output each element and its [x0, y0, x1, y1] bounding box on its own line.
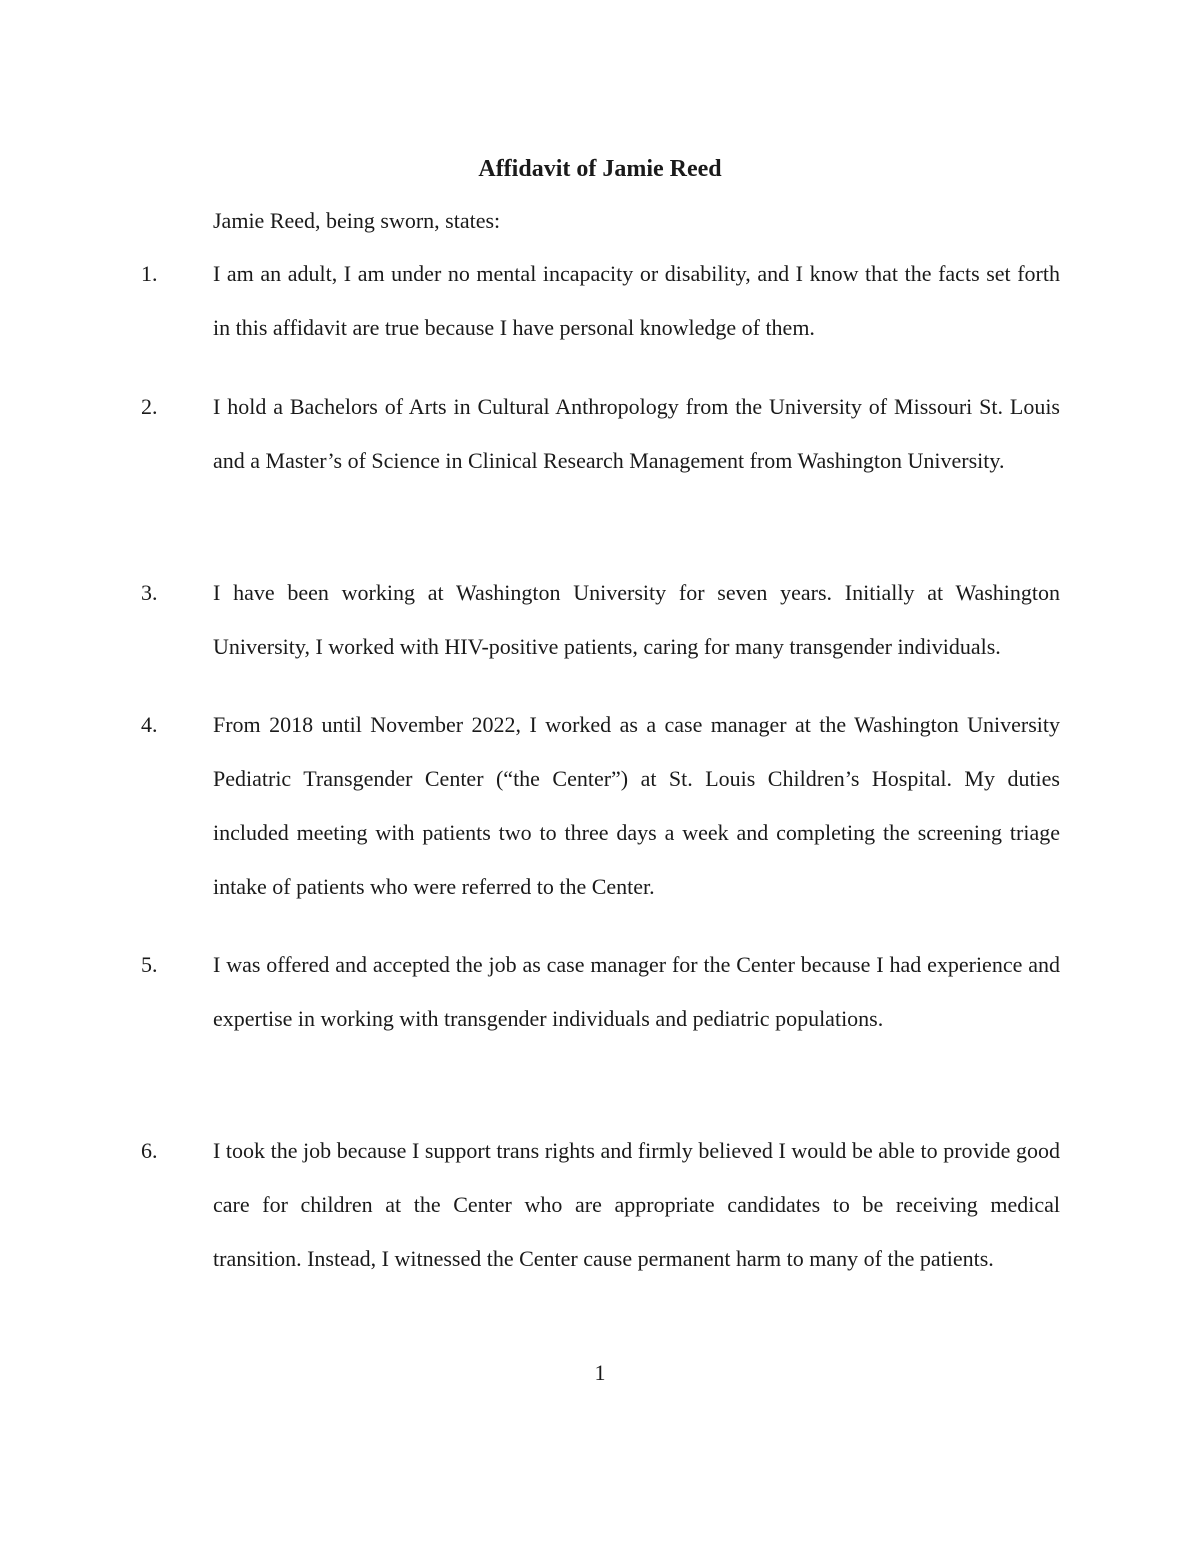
paragraph-number: 2.	[141, 394, 158, 419]
paragraph-number: 4.	[141, 712, 158, 737]
paragraph-text: From 2018 until November 2022, I worked as a case manager at the Washington University Pediatric Transgender Center (“the Center”) at St. Louis Children’s Hospital. My duties included meeting with patients two to three days a week and completing the screening triage intake of patients who were referred to the Center.	[213, 712, 1060, 899]
paragraph-text: I am an adult, I am under no mental incapacity or disability, and I know that the facts set forth in this affidavit are true because I have personal knowledge of them.	[213, 261, 1060, 340]
document-title: Affidavit of Jamie Reed	[478, 156, 722, 182]
paragraph-text: I took the job because I support trans rights and firmly believed I would be able to provide good care for children at the Center who are appropriate candidates to be receiving medical transition. Instead, I witnessed the Center cause permanent harm to many of the patients.	[213, 1138, 1060, 1271]
paragraph-number: 3.	[141, 580, 158, 605]
paragraph-number: 6.	[141, 1138, 158, 1163]
paragraph-number: 5.	[141, 952, 158, 977]
paragraph-text: I have been working at Washington University for seven years. Initially at Washington University, I worked with HIV-positive patients, caring for many transgender individuals.	[213, 580, 1060, 659]
paragraph-text: I was offered and accepted the job as case manager for the Center because I had experience and expertise in working with transgender individuals and pediatric populations.	[213, 952, 1060, 1031]
page-number: 1	[594, 1360, 606, 1385]
paragraph-text: I hold a Bachelors of Arts in Cultural Anthropology from the University of Missouri St. Louis and a Master’s of Science in Clinical Research Management from Washington University.	[213, 394, 1060, 473]
intro-statement: Jamie Reed, being sworn, states:	[213, 208, 501, 233]
paragraph-number: 1.	[141, 261, 158, 286]
